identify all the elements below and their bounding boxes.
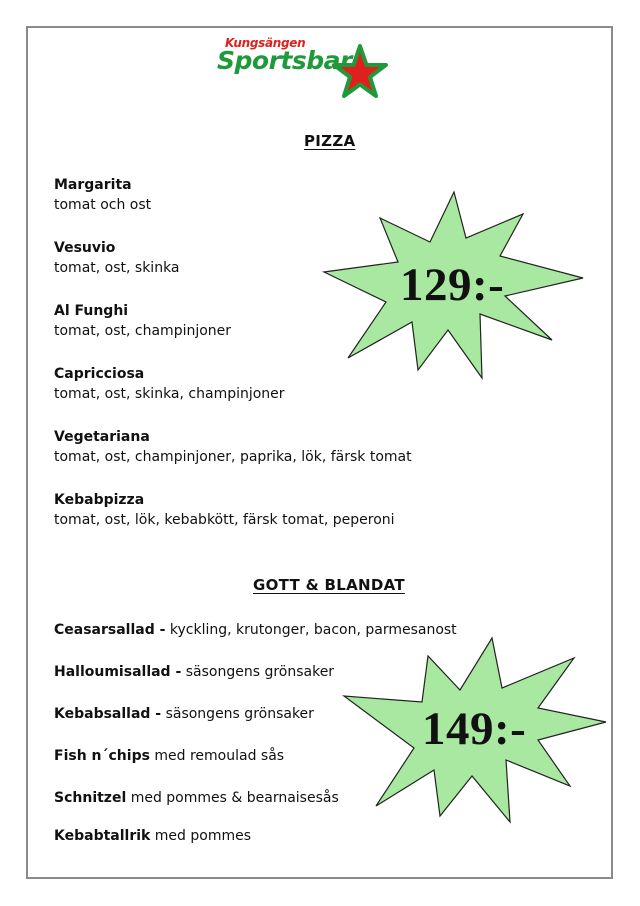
- pizza-heading: PIZZA: [304, 132, 356, 150]
- menu-item: [54, 704, 314, 724]
- menu-item: [54, 662, 334, 682]
- item-description: tomat och ost: [54, 197, 152, 213]
- item-description: med pommes & bearnaisesås: [130, 790, 339, 806]
- gott-blandat-heading: GOTT & BLANDAT: [253, 576, 405, 594]
- item-name: Fish n´chips: [54, 748, 150, 764]
- item-name: Margarita: [54, 177, 132, 193]
- item-name: Kebabsallad -: [54, 706, 162, 722]
- item-name: Ceasarsallad -: [54, 622, 166, 638]
- item-description: med pommes: [154, 828, 252, 844]
- item-name: Al Funghi: [54, 303, 129, 319]
- item-description: tomat, ost, champinjoner, paprika, lök, färsk tomat: [54, 449, 412, 465]
- menu-item: [54, 175, 151, 215]
- menu-item: [54, 788, 339, 808]
- item-name: Kebabpizza: [54, 492, 145, 508]
- item-description: tomat, ost, skinka: [54, 260, 180, 276]
- menu-item: [54, 826, 251, 846]
- menu-item: [54, 746, 284, 766]
- logo-main-text: Sportsbar: [217, 46, 352, 75]
- item-description: tomat, ost, champinjoner: [54, 323, 232, 339]
- item-name: Halloumisallad -: [54, 664, 182, 680]
- menu-item: [54, 364, 285, 404]
- item-name: Capricciosa: [54, 366, 145, 382]
- item-description: tomat, ost, skinka, champinjoner: [54, 386, 285, 402]
- menu-item: [54, 238, 180, 278]
- item-name: Schnitzel: [54, 790, 127, 806]
- item-name: Vegetariana: [54, 429, 150, 445]
- sportsbar-logo: [215, 34, 390, 109]
- gott-price: 149:-: [422, 703, 527, 755]
- item-description: tomat, ost, lök, kebabkött, färsk tomat, peperoni: [54, 512, 395, 528]
- item-description: säsongens grönsaker: [165, 706, 314, 722]
- menu-item: [54, 427, 412, 467]
- menu-item: [54, 301, 231, 341]
- item-description: med remoulad sås: [154, 748, 285, 764]
- item-name: Vesuvio: [54, 240, 116, 256]
- pizza-price: 129:-: [400, 259, 505, 311]
- item-description: säsongens grönsaker: [185, 664, 335, 680]
- logo-top-text: Kungsängen: [225, 36, 306, 50]
- item-name: Kebabtallrik: [54, 828, 151, 844]
- star-icon: [332, 44, 388, 106]
- menu-item: [54, 490, 395, 530]
- item-description: kyckling, krutonger, bacon, parmesanost: [169, 622, 457, 638]
